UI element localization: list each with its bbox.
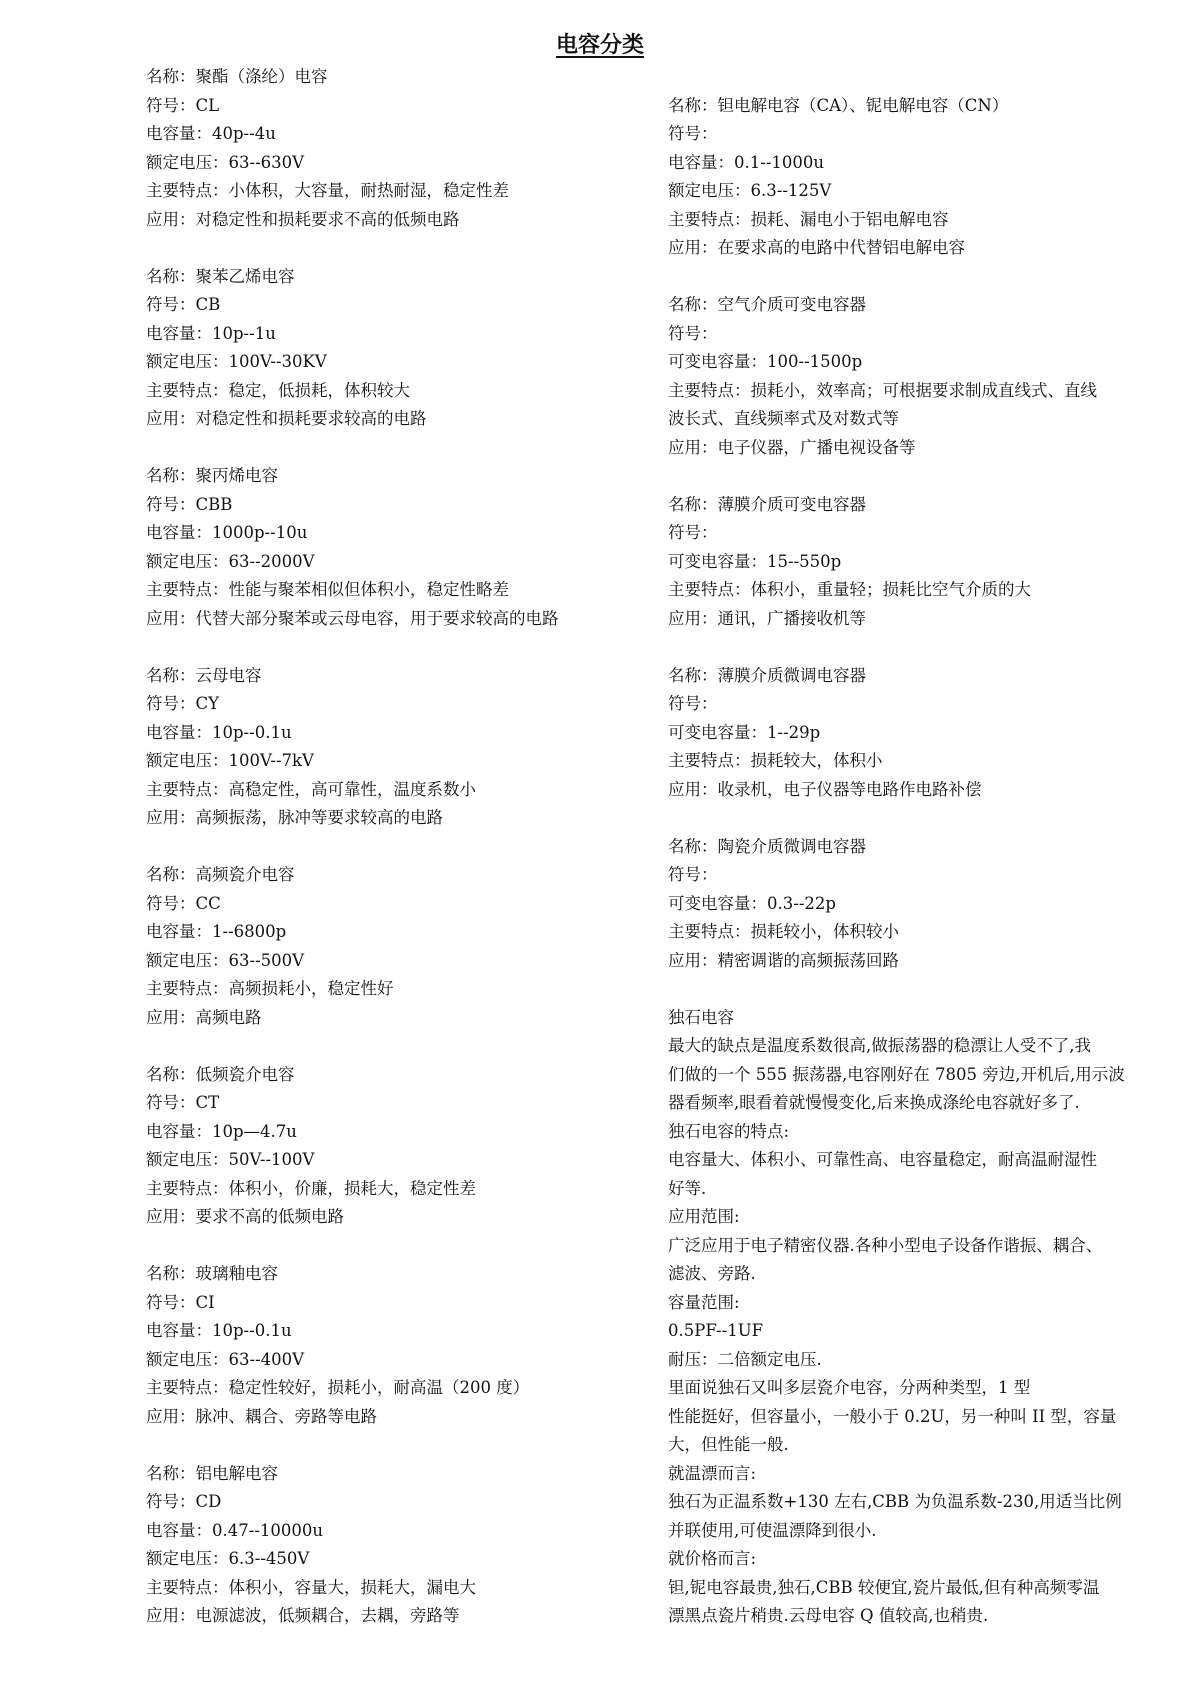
entry-line: 符号：: [668, 323, 718, 343]
entry-line: 名称：空气介质可变电容器: [668, 295, 866, 314]
entry-line: 符号：CBB: [146, 494, 233, 514]
entry-line: 额定电压：100V--30KV: [146, 352, 327, 371]
entry-line: 可变电容量：1--29p: [668, 722, 821, 742]
entry-line: 符号：: [668, 124, 718, 143]
entry-line: 钽,铌电容最贵,独石,CBB 较便宜,瓷片最低,但有种高频零温: [668, 1577, 1100, 1597]
entry-line: 符号：CI: [146, 1292, 215, 1312]
entry-line: 滤波、旁路.: [668, 1264, 756, 1283]
entry-line: 应用：电源滤波，低频耦合，去耦，旁路等: [146, 1606, 460, 1625]
entry-line: 应用：高频电路: [146, 1007, 262, 1027]
entry-line: 波长式、直线频率式及对数式等: [668, 409, 899, 428]
entry-line: 额定电压：50V--100V: [146, 1150, 315, 1169]
entry-line: 主要特点：体积小，重量轻；损耗比空气介质的大: [668, 580, 1031, 599]
entry-line: 符号：CT: [146, 1093, 220, 1112]
entry-line: 可变电容量：0.3--22p: [668, 893, 836, 913]
capacitor-entry-lf-ceramic: [146, 1061, 636, 1232]
entry-line: 应用：脉冲、耦合、旁路等电路: [146, 1406, 377, 1426]
document-title-text: 电容分类: [555, 32, 644, 58]
entry-line: 电容量：0.1--1000u: [668, 152, 825, 172]
entry-line: 独石电容: [668, 1007, 734, 1027]
entry-line: 名称：低频瓷介电容: [146, 1064, 295, 1084]
entry-line: 符号：CB: [146, 295, 221, 314]
entry-line: 应用：电子仪器，广播电视设备等: [668, 437, 916, 457]
left-column: [146, 63, 636, 1631]
entry-line: 就价格而言:: [668, 1549, 757, 1568]
entry-line: 应用：收录机，电子仪器等电路作电路补偿: [668, 779, 982, 799]
entry-line: 名称：钽电解电容（CA）、铌电解电容（CN）: [668, 95, 1009, 115]
entry-line: 电容量：1--6800p: [146, 922, 287, 941]
entry-line: 电容量：40p--4u: [146, 124, 276, 143]
entry-line: 符号：CC: [146, 893, 221, 913]
capacitor-entry-monolithic: [668, 1004, 1158, 1631]
entry-line: 额定电压：63--2000V: [146, 551, 315, 571]
entry-line: 应用：要求不高的低频电路: [146, 1207, 344, 1226]
entry-line: 额定电压：100V--7kV: [146, 751, 314, 770]
entry-line: 电容量大、体积小、可靠性高、电容量稳定，耐高温耐湿性: [668, 1150, 1097, 1169]
entry-line: 符号：CD: [146, 1492, 222, 1511]
entry-line: 名称：玻璃釉电容: [146, 1264, 278, 1283]
entry-line: 符号：: [668, 523, 718, 542]
entry-line: 电容量：0.47--10000u: [146, 1520, 324, 1540]
entry-line: 名称：薄膜介质微调电容器: [668, 665, 866, 685]
entry-line: 额定电压：6.3--450V: [146, 1549, 310, 1568]
entry-line: 可变电容量：100--1500p: [668, 352, 863, 371]
capacitor-entry-polyester: [146, 63, 636, 234]
entry-line: 电容量：10p--0.1u: [146, 1321, 292, 1340]
entry-line: 电容量：10p--1u: [146, 323, 276, 343]
entry-line: 主要特点：损耗、漏电小于铝电解电容: [668, 209, 949, 229]
entry-line: 应用：对稳定性和损耗要求较高的电路: [146, 409, 427, 428]
entry-line: 电容量：10p—4.7u: [146, 1121, 297, 1141]
capacitor-entry-aluminum-electrolytic: [146, 1460, 636, 1631]
entry-line: 就温漂而言:: [668, 1463, 757, 1483]
entry-line: 额定电压：63--500V: [146, 950, 305, 970]
entry-line: 额定电压：63--630V: [146, 152, 305, 172]
entry-line: 主要特点：稳定，低损耗，体积较大: [146, 380, 410, 400]
entry-line: 广泛应用于电子精密仪器.各种小型电子设备作谐振、耦合、: [668, 1235, 1103, 1255]
entry-line: 名称：铝电解电容: [146, 1463, 278, 1483]
entry-line: 主要特点：体积小，价廉，损耗大，稳定性差: [146, 1178, 476, 1198]
entry-line: 主要特点：体积小，容量大，损耗大，漏电大: [146, 1577, 476, 1597]
entry-line: 最大的缺点是温度系数很高,做振荡器的稳漂让人受不了,我: [668, 1036, 1091, 1055]
entry-line: 应用：高频振荡，脉冲等要求较高的电路: [146, 808, 443, 827]
entry-line: 名称：聚苯乙烯电容: [146, 266, 295, 286]
entry-line: 应用：精密调谐的高频振荡回路: [668, 950, 899, 970]
entry-line: 应用：代替大部分聚苯或云母电容，用于要求较高的电路: [146, 608, 559, 628]
entry-line: 主要特点：高稳定性，高可靠性，温度系数小: [146, 779, 476, 799]
entry-line: 容量范围:: [668, 1292, 740, 1312]
entry-line: 可变电容量：15--550p: [668, 551, 842, 571]
entry-line: 好等.: [668, 1178, 707, 1198]
entry-line: 主要特点：小体积，大容量，耐热耐湿，稳定性差: [146, 181, 509, 200]
entry-line: 电容量：1000p--10u: [146, 523, 308, 542]
entry-line: 主要特点：损耗较大，体积小: [668, 751, 883, 770]
entry-line: 主要特点：稳定性较好，损耗小，耐高温（200 度）: [146, 1378, 530, 1397]
entry-line: 名称：薄膜介质可变电容器: [668, 494, 866, 514]
capacitor-entry-polypropylene: [146, 462, 636, 633]
entry-line: 符号：CL: [146, 95, 220, 115]
capacitor-entry-hf-ceramic: [146, 861, 636, 1032]
entry-line: 符号：: [668, 865, 718, 884]
entry-line: 独石电容的特点:: [668, 1121, 790, 1141]
capacitor-entry-mica: [146, 662, 636, 833]
entry-line: 应用范围:: [668, 1207, 740, 1226]
entry-line: 主要特点：损耗较小，体积较小: [668, 922, 899, 941]
entry-line: 电容量：10p--0.1u: [146, 722, 292, 742]
entry-line: 性能挺好，但容量小，一般小于 0.2U，另一种叫 II 型，容量: [668, 1406, 1117, 1426]
entry-line: 应用：在要求高的电路中代替铝电解电容: [668, 238, 965, 257]
document-title: [0, 30, 1200, 60]
entry-line: 独石为正温系数+130 左右,CBB 为负温系数-230,用适当比例: [668, 1492, 1122, 1511]
entry-line: 主要特点：高频损耗小，稳定性好: [146, 979, 394, 998]
entry-line: 名称：高频瓷介电容: [146, 865, 295, 884]
right-column: [668, 63, 1158, 1631]
entry-line: 主要特点：损耗小，效率高；可根据要求制成直线式、直线: [668, 380, 1097, 400]
entry-line: 里面说独石又叫多层瓷介电容，分两种类型，1 型: [668, 1378, 1031, 1397]
entry-line: 符号：: [668, 694, 718, 713]
entry-line: 名称：陶瓷介质微调电容器: [668, 836, 866, 856]
entry-line: 符号：CY: [146, 694, 220, 713]
entry-line: 们做的一个 555 振荡器,电容刚好在 7805 旁边,开机后,用示波: [668, 1064, 1125, 1084]
entry-line: 并联使用,可使温漂降到很小.: [668, 1520, 877, 1540]
entry-line: 额定电压：63--400V: [146, 1349, 305, 1369]
capacitor-entry-film-trimmer: [668, 662, 1158, 805]
entry-line: 0.5PF--1UF: [668, 1321, 764, 1340]
entry-line: 名称：聚酯（涤纶）电容: [146, 67, 328, 86]
entry-line: 器看频率,眼看着就慢慢变化,后来换成涤纶电容就好多了.: [668, 1093, 1080, 1112]
entry-line: 额定电压：6.3--125V: [668, 181, 832, 200]
entry-line: 名称：聚丙烯电容: [146, 466, 278, 485]
capacitor-entry-polystyrene: [146, 263, 636, 434]
capacitor-entry-ceramic-trimmer: [668, 833, 1158, 976]
capacitor-entry-air-variable: [668, 291, 1158, 462]
entry-line: 应用：通讯，广播接收机等: [668, 608, 866, 628]
entry-line: 漂黑点瓷片稍贵.云母电容 Q 值较高,也稍贵.: [668, 1606, 989, 1625]
entry-line: 名称：云母电容: [146, 665, 262, 685]
entry-line: 大，但性能一般.: [668, 1435, 789, 1454]
capacitor-entry-glass-glaze: [146, 1260, 636, 1431]
capacitor-entry-film-variable: [668, 491, 1158, 634]
entry-line: 耐压：二倍额定电压.: [668, 1349, 822, 1369]
entry-line: 应用：对稳定性和损耗要求不高的低频电路: [146, 209, 460, 229]
entry-line: 主要特点：性能与聚苯相似但体积小，稳定性略差: [146, 580, 509, 599]
capacitor-entry-tantalum-niobium: [668, 92, 1158, 263]
